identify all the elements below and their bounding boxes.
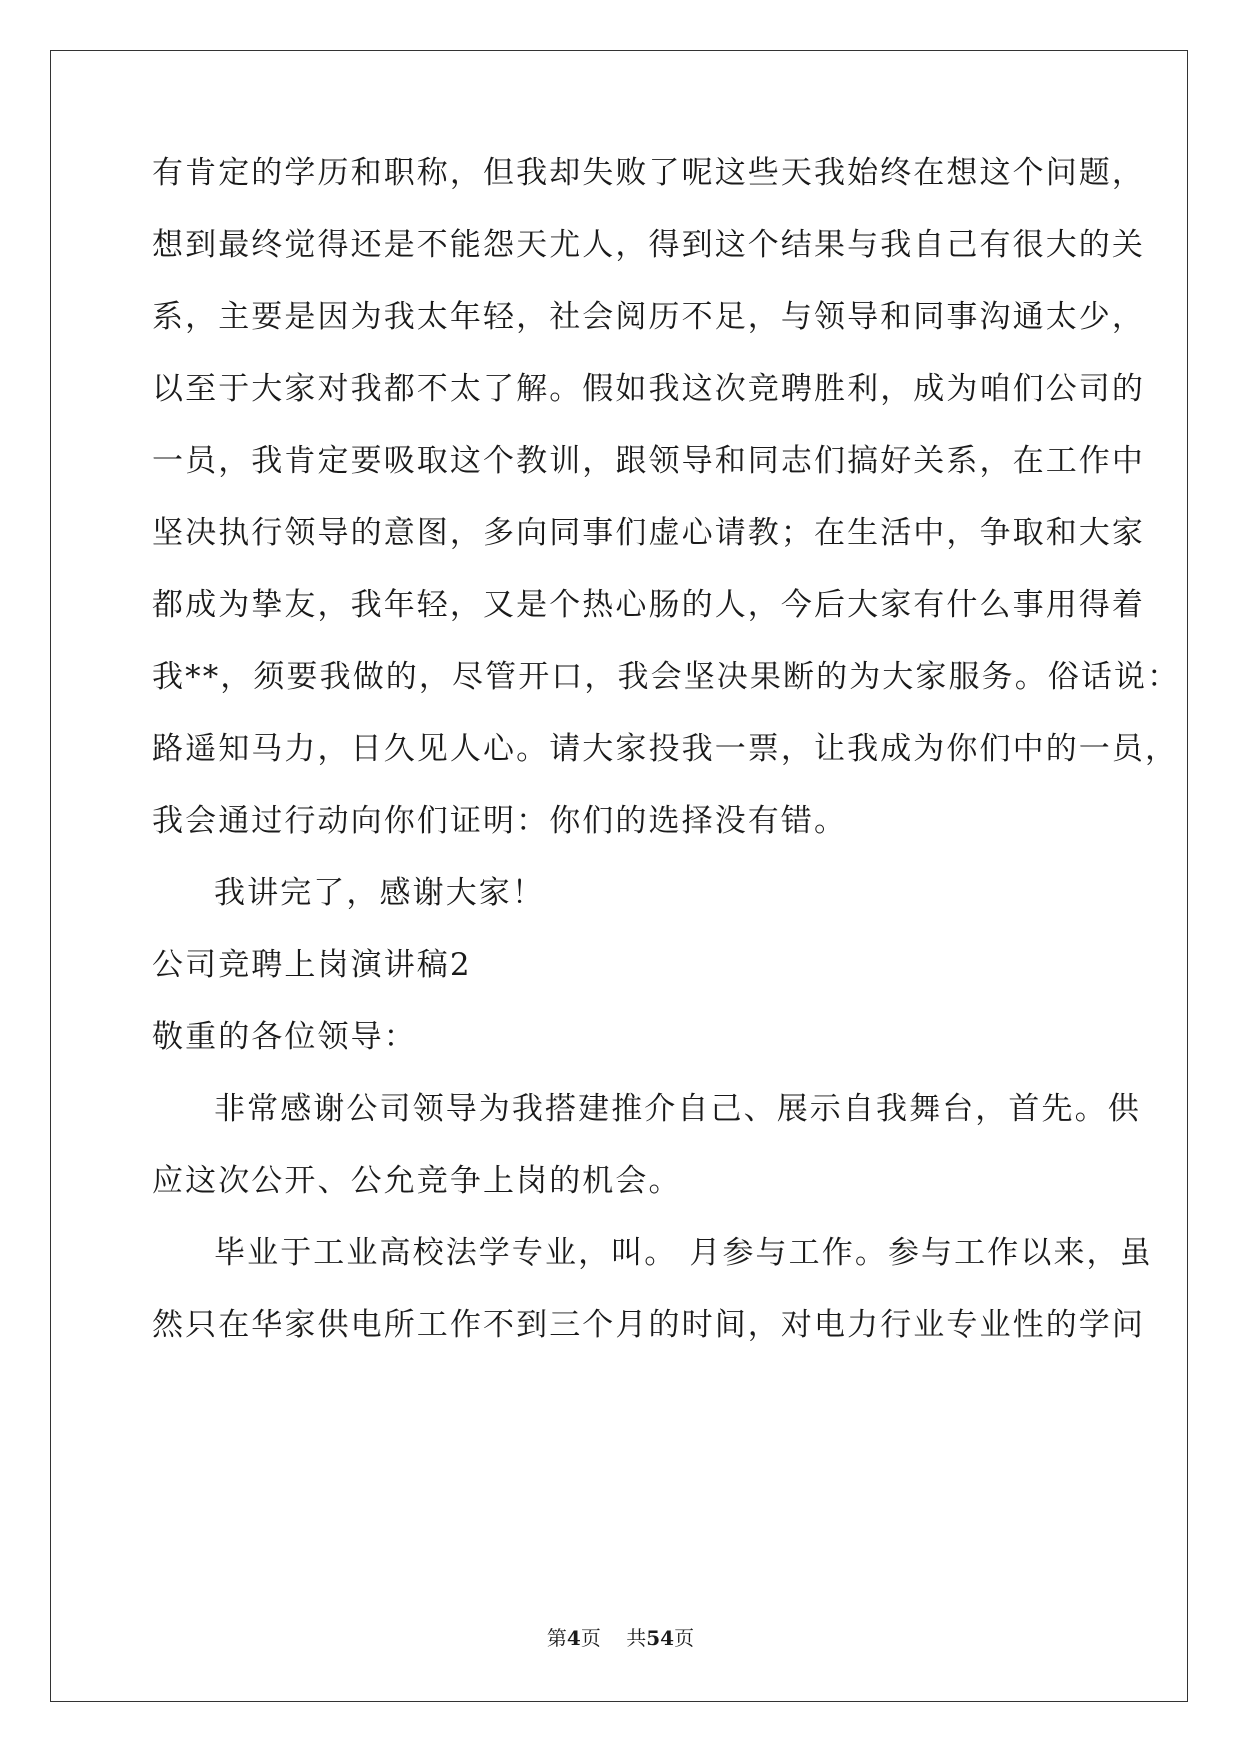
text-line: 非常感谢公司领导为我搭建推介自己、展示自我舞台，首先。供	[214, 1091, 1141, 1127]
total-prefix: 共	[626, 1626, 647, 1650]
text-line: 然只在华家供电所工作不到三个月的时间，对电力行业专业性的学问	[152, 1307, 1145, 1343]
text-line: 我**，须要我做的，尽管开口，我会坚决果断的为大家服务。俗话说：	[152, 659, 1181, 695]
salutation: 敬重的各位领导：	[152, 1019, 417, 1055]
text-line: 一员，我肯定要吸取这个教训，跟领导和同志们搞好关系，在工作中	[152, 443, 1145, 479]
section-heading: 公司竞聘上岗演讲稿2	[152, 947, 472, 983]
text-line: 毕业于工业高校法学专业，叫。 月参与工作。参与工作以来，虽	[214, 1235, 1153, 1271]
text-line: 路遥知马力，日久见人心。请大家投我一票，让我成为你们中的一员，	[152, 731, 1179, 767]
text-line: 应这次公开、公允竞争上岗的机会。	[152, 1163, 682, 1199]
page-number: 4	[566, 1626, 581, 1650]
page-suffix: 页	[580, 1626, 601, 1650]
text-line: 有肯定的学历和职称，但我却失败了呢这些天我始终在想这个问题，	[152, 155, 1145, 191]
page-prefix: 第	[546, 1626, 567, 1650]
text-line: 我会通过行动向你们证明：你们的选择没有错。	[152, 803, 848, 839]
text-line: 以至于大家对我都不太了解。假如我这次竞聘胜利，成为咱们公司的	[152, 371, 1145, 407]
total-pages: 54	[646, 1626, 675, 1650]
page-footer	[0, 1625, 1241, 1651]
text-line: 坚决执行领导的意图，多向同事们虚心请教；在生活中，争取和大家	[152, 515, 1145, 551]
text-line: 都成为挚友，我年轻，又是个热心肠的人，今后大家有什么事用得着	[152, 587, 1145, 623]
total-suffix: 页	[674, 1626, 695, 1650]
text-line: 系，主要是因为我太年轻，社会阅历不足，与领导和同事沟通太少，	[152, 299, 1145, 335]
closing-line: 我讲完了，感谢大家！	[214, 875, 545, 911]
text-line: 想到最终觉得还是不能怨天尤人，得到这个结果与我自己有很大的关	[152, 227, 1145, 263]
